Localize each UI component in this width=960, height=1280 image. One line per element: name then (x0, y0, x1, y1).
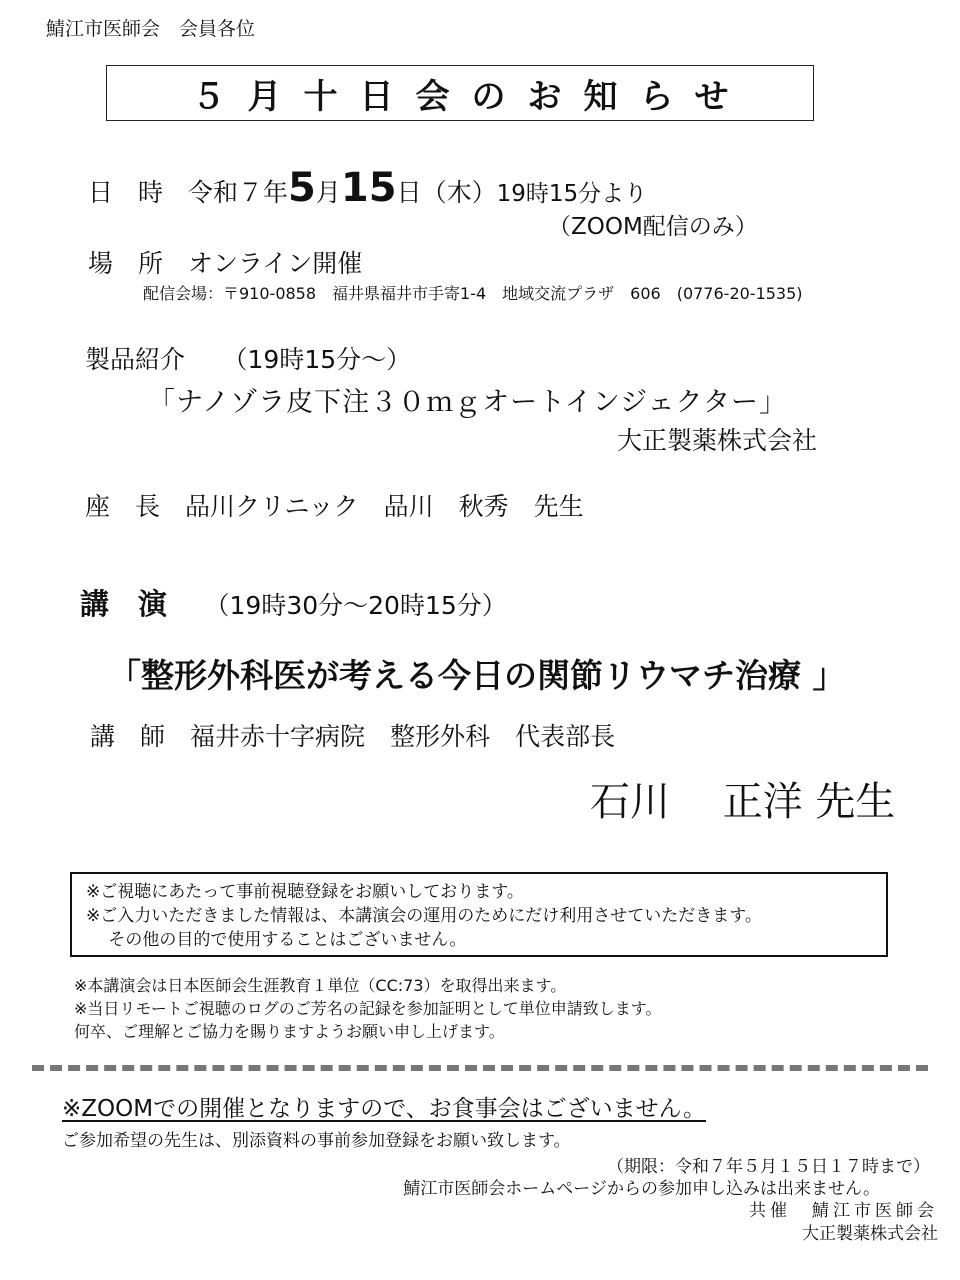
date-day-unit: 日 (396, 178, 422, 207)
notice-box (70, 872, 888, 957)
addressee: 鯖江市医師会 会員各位 (46, 18, 256, 40)
product-label: 製品紹介 (85, 345, 186, 374)
place-line (88, 244, 362, 280)
zoom-notice: ※ZOOMでの開催となりますので、お食事会はございません。 (62, 1096, 706, 1122)
cohost-2: 大正製薬株式会社 (802, 1224, 938, 1244)
registration-note: ご参加希望の先生は、別添資料の事前参加登録をお願い致します。 (62, 1131, 571, 1151)
chair-line (85, 487, 584, 523)
cohost-1: 鯖江市医師会 (812, 1201, 938, 1221)
place-value: オンライン開催 (188, 249, 363, 278)
date-line (88, 165, 647, 211)
lecturer-line (90, 717, 615, 753)
lecture-time: （19時30分～20時15分） (217, 591, 507, 620)
chair-honorific: 先生 (533, 492, 584, 521)
lecturer-position: 代表部長 (515, 722, 616, 751)
chair-label: 座 長 (85, 492, 161, 521)
dashed-divider (32, 1065, 928, 1071)
date-era: 令和７年 (188, 178, 289, 207)
lecturer-department: 整形外科 (390, 722, 491, 751)
venue-info: 配信会場：〒910-0858 福井県福井市手寄1-4 地域交流プラザ 606 (0776-20-1535) (143, 284, 803, 303)
lecture-title: 「整形外科医が考える今日の関節リウマチ治療 」 (108, 656, 846, 695)
lecturer-hospital: 福井赤十字病院 (190, 722, 366, 751)
cme-line: ※当日リモートご視聴のログのご芳名の記録を参加証明として単位申請致します。 (74, 999, 662, 1018)
cohost-line (749, 1196, 938, 1221)
cohost-label: 共催 (749, 1201, 791, 1221)
date-weekday: （木） (421, 178, 497, 207)
notice-line: その他の目的で使用することはございません。 (86, 930, 467, 950)
lecturer-label: 講 師 (90, 722, 166, 751)
date-label: 日 時 (88, 178, 164, 207)
title-box (106, 65, 814, 121)
date-time: 19時15分より (496, 181, 648, 207)
date-format: （ZOOM配信のみ） (548, 214, 758, 240)
product-line (85, 340, 411, 376)
date-month: 5 (288, 165, 316, 211)
chair-clinic: 品川クリニック (185, 492, 359, 521)
place-label: 場 所 (88, 249, 164, 278)
lecture-line (80, 582, 507, 623)
lecturer-name: 石川 正洋 先生 (590, 779, 896, 825)
cme-line: 何卒、ご理解とご協力を賜りますようお願い申し上げます。 (74, 1022, 505, 1041)
page-title: ５月十日会のお知らせ (191, 76, 751, 117)
date-month-unit: 月 (315, 178, 341, 207)
product-name: 「ナノゾラ皮下注３０ｍｇオートインジェクター」 (148, 387, 788, 418)
deadline-note: （期限：令和７年５月１５日１７時まで） (607, 1157, 930, 1177)
date-day: 15 (340, 165, 397, 211)
product-company: 大正製薬株式会社 (617, 426, 818, 455)
chair-name: 品川 秋秀 (383, 492, 509, 521)
homepage-note: 鯖江市医師会ホームページからの参加申し込みは出来ません。 (403, 1179, 880, 1199)
notice-line: ※ご入力いただきました情報は、本講演会の運用のためにだけ利用させていただきます。 (86, 906, 762, 926)
cme-line: ※本講演会は日本医師会生涯教育１単位（CC:73）を取得出来ます。 (74, 976, 567, 995)
lecture-label: 講 演 (80, 587, 168, 621)
cme-notes (74, 974, 662, 1043)
product-time: （19時15分～） (235, 345, 412, 374)
notice-line: ※ご視聴にあたって事前視聴登録をお願いしております。 (86, 882, 524, 902)
